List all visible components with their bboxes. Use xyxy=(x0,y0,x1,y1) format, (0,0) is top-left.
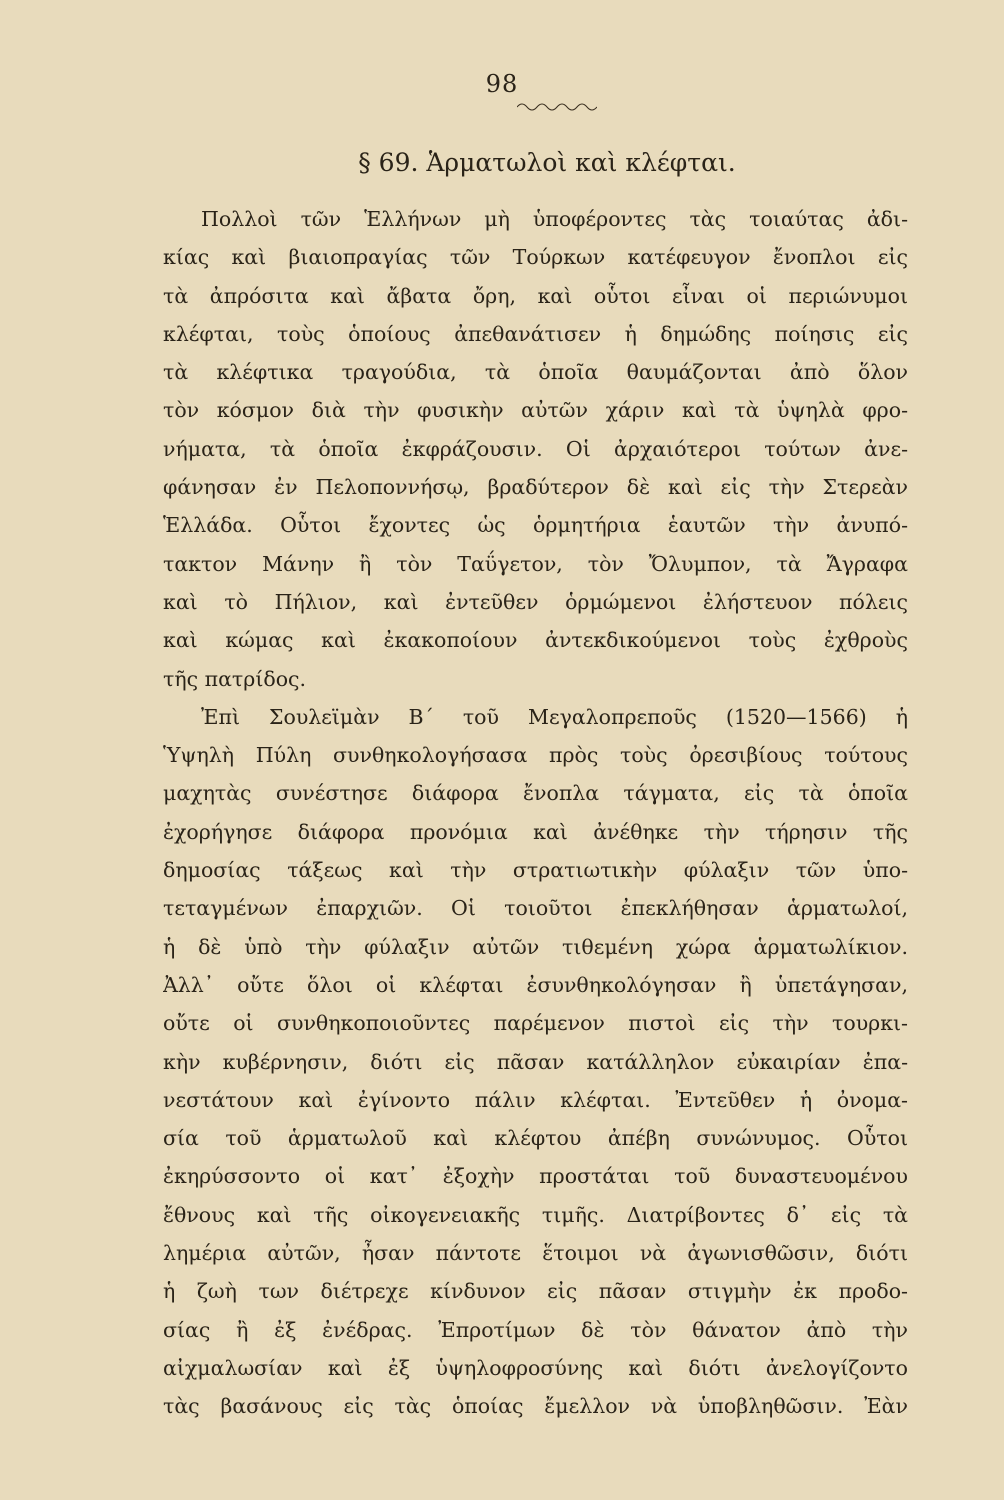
text-line: αἰχμαλωσίαν καὶ ἐξ ὑψηλοφροσύνης καὶ διότι ἀνελογίζοντο xyxy=(163,1355,908,1380)
text-line: ἡ δὲ ὑπὸ τὴν φύλαξιν αὐτῶν τιθεμένη χώρα ἁρματωλίκιον. xyxy=(163,934,908,959)
body-text xyxy=(163,200,908,1426)
text-line: νήματα, τὰ ὁποῖα ἐκφράζουσιν. Οἱ ἀρχαιότεροι τούτων ἀνε- xyxy=(163,436,908,461)
text-line: ἡ ζωὴ των διέτρεχε κίνδυνον εἰς πᾶσαν στιγμὴν ἐκ προδο- xyxy=(163,1279,908,1304)
text-line: Πολλοὶ τῶν Ἑλλήνων μὴ ὑποφέροντες τὰς τοιαύτας ἀδι- xyxy=(201,207,908,231)
text-line: ἐκηρύσσοντο οἱ κατ᾽ ἐξοχὴν προστάται τοῦ δυναστευομένου xyxy=(163,1164,908,1189)
text-line: δημοσίας τάξεως καὶ τὴν στρατιωτικὴν φύλαξιν τῶν ὑπο- xyxy=(163,858,908,883)
text-line: Ἀλλ᾽ οὔτε ὅλοι οἱ κλέφται ἐσυνθηκολόγησαν ἢ ὑπετάγησαν, xyxy=(163,972,908,997)
text-line: μαχητὰς συνέστησε διάφορα ἔνοπλα τάγματα, εἰς τὰ ὁποῖα xyxy=(163,781,908,806)
text-line: καὶ κώμας καὶ ἐκακοποίουν ἀντεκδικούμενοι τοὺς ἐχθροὺς xyxy=(163,628,908,653)
text-line: Ὑψηλὴ Πύλη συνθηκολογήσασα πρὸς τοὺς ὀρεσιβίους τούτους xyxy=(163,743,908,768)
text-line: τακτον Μάνην ἢ τὸν Ταΰγετον, τὸν Ὄλυμπον, τὰ Ἄγραφα xyxy=(163,551,908,576)
wavy-ornament xyxy=(517,100,597,114)
text-line: λημέρια αὐτῶν, ἦσαν πάντοτε ἕτοιμοι νὰ ἀγωνισθῶσιν, διότι xyxy=(163,1241,908,1266)
text-line: οὔτε οἱ συνθηκοποιοῦντες παρέμενον πιστοὶ εἰς τὴν τουρκι- xyxy=(163,1011,908,1036)
text-line: ἐχορήγησε διάφορα προνόμια καὶ ἀνέθηκε τὴν τήρησιν τῆς xyxy=(163,819,908,844)
text-line: κίας καὶ βιαιοπραγίας τῶν Τούρκων κατέφευγον ἔνοπλοι εἰς xyxy=(163,245,908,270)
text-line: τῆς πατρίδος. xyxy=(163,666,307,691)
text-line: τὰ κλέφτικα τραγούδια, τὰ ὁποῖα θαυμάζονται ἀπὸ ὅλον xyxy=(163,360,908,385)
page-number: 98 xyxy=(485,70,519,98)
text-line: σίας ἢ ἐξ ἐνέδρας. Ἐπροτίμων δὲ τὸν θάνατον ἀπὸ τὴν xyxy=(163,1317,908,1342)
text-line: ἔθνους καὶ τῆς οἰκογενειακῆς τιμῆς. Διατρίβοντες δ᾽ εἰς τὰ xyxy=(163,1202,908,1227)
text-line: Ἑλλάδα. Οὗτοι ἔχοντες ὡς ὁρμητήρια ἑαυτῶν τὴν ἀνυπό- xyxy=(163,513,908,538)
text-line: κλέφται, τοὺς ὁποίους ἀπεθανάτισεν ἡ δημώδης ποίησις εἰς xyxy=(163,321,908,346)
text-line: τὰς βασάνους εἰς τὰς ὁποίας ἔμελλον νὰ ὑποβληθῶσιν. Ἐὰν xyxy=(163,1394,908,1419)
text-line: νεστάτουν καὶ ἐγίνοντο πάλιν κλέφται. Ἐντεῦθεν ἡ ὀνομα- xyxy=(163,1087,908,1112)
text-line: τεταγμένων ἐπαρχιῶν. Οἱ τοιοῦτοι ἐπεκλήθησαν ἁρματωλοί, xyxy=(163,896,908,921)
text-line: σία τοῦ ἁρματωλοῦ καὶ κλέφτου ἀπέβη συνώνυμος. Οὗτοι xyxy=(163,1126,908,1151)
text-line: Ἐπὶ Σουλεϊμὰν Β΄ τοῦ Μεγαλοπρεποῦς (1520—1566) ἡ xyxy=(201,704,908,729)
text-line: τὰ ἀπρόσιτα καὶ ἄβατα ὄρη, καὶ οὗτοι εἶναι οἱ περιώνυμοι xyxy=(163,283,908,308)
text-line: κὴν κυβέρνησιν, διότι εἰς πᾶσαν κατάλληλον εὐκαιρίαν ἐπα- xyxy=(163,1049,908,1074)
section-title: § 69. Ἁρματωλοὶ καὶ κλέφται. xyxy=(358,148,736,177)
text-line: φάνησαν ἐν Πελοποννήσῳ, βραδύτερον δὲ καὶ εἰς τὴν Στερεὰν xyxy=(163,475,908,500)
text-line: τὸν κόσμον διὰ τὴν φυσικὴν αὐτῶν χάριν καὶ τὰ ὑψηλὰ φρο- xyxy=(163,398,908,423)
text-line: καὶ τὸ Πήλιον, καὶ ἐντεῦθεν ὁρμώμενοι ἐλήστευον πόλεις xyxy=(163,589,908,614)
